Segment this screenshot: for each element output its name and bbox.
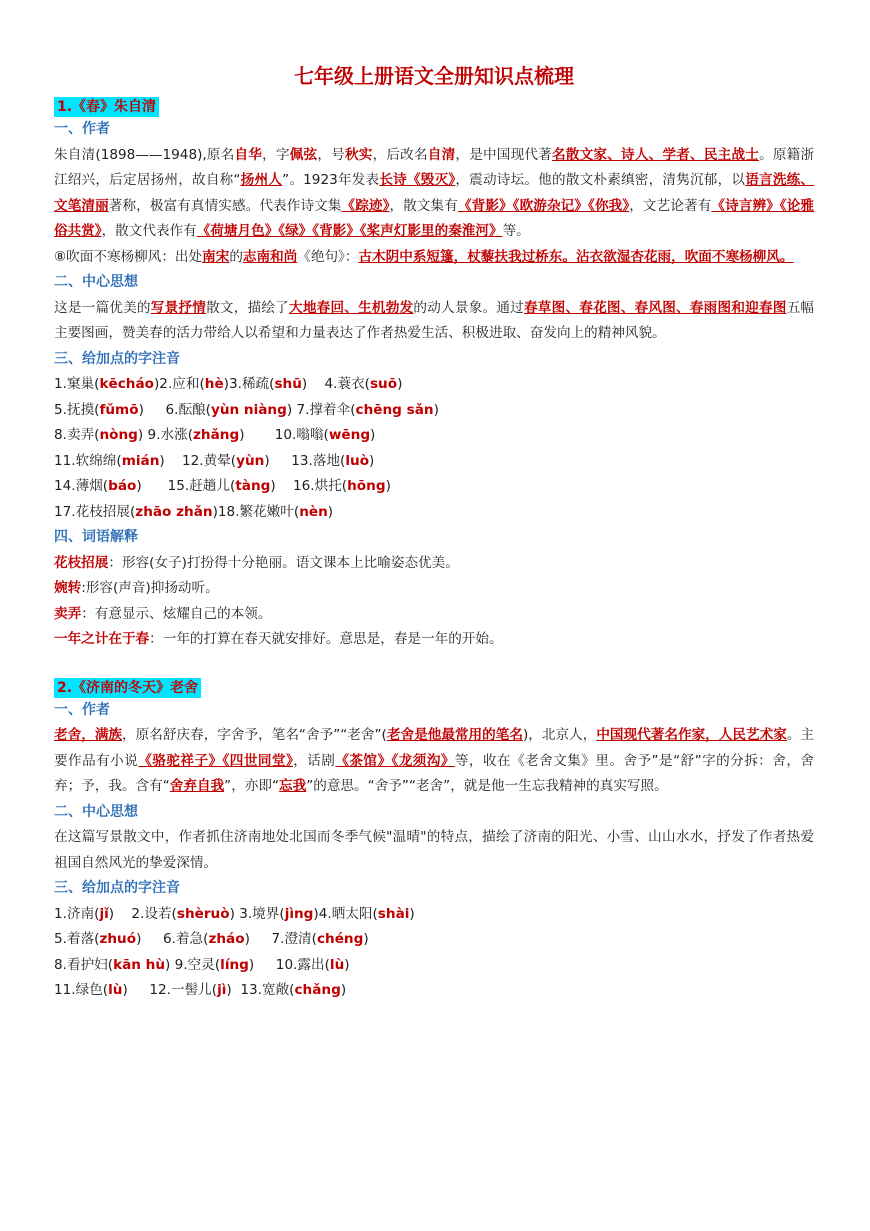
pinyin-word: 9.水涨(	[143, 427, 194, 443]
pinyin-line: 11.绿色(lù) 12.一髻儿(jì) 13.宽敞(chǎng)	[54, 982, 347, 998]
pinyin-line: 1.济南(jǐ) 2.设若(shèruò) 3.境界(jìng)4.晒太阳(shài)	[54, 905, 415, 922]
pinyin-reading: zháo	[208, 931, 245, 947]
pinyin-reading: jǐ	[99, 905, 109, 922]
pinyin-word: 16.烘托(	[275, 478, 348, 494]
pinyin-word: 8.看护妇(	[54, 956, 114, 973]
pinyin-word: 6.酝酿(	[143, 401, 211, 418]
pinyin-word: 12.黄晕(	[164, 452, 237, 469]
s2-idea-paragraph: 在这篇写景散文中，作者抓住济南地处北国而冬季气候"温晴"的特点，描绘了济南的阳光、小雪、山山水水，抒发了作者热爱祖国自然风光的挚爱深情。	[54, 829, 814, 871]
pinyin-line: 5.着落(zhuó) 6.着急(zháo) 7.澄清(chéng)	[54, 931, 369, 947]
pinyin-word: 9.空灵(	[170, 956, 221, 973]
pinyin-reading: zhǎng	[193, 427, 240, 443]
pinyin-word: 8.卖弄(	[54, 427, 100, 443]
word-entry: 一年之计在于春：一年的打算在春天就安排好。意思是，春是一年的开始。	[54, 631, 503, 647]
pinyin-line: 17.花枝招展(zhāo zhǎn)18.繁花嫩叶(nèn)	[54, 503, 334, 520]
pinyin-word: 11.绿色(	[54, 982, 109, 998]
section-2-title: 2.《济南的冬天》老舍	[54, 678, 201, 698]
pinyin-word: 18.繁花嫩叶(	[217, 503, 300, 520]
pinyin-word: 17.花枝招展(	[54, 503, 136, 520]
pinyin-reading: wēng	[328, 427, 371, 443]
pinyin-word: 3.境界(	[234, 905, 285, 922]
pinyin-reading: chǎng	[294, 982, 341, 998]
pinyin-reading: luò	[345, 452, 370, 469]
word-entry: 花枝招展：形容(女子)打扮得十分艳丽。语文课本上比喻姿态优美。	[54, 554, 459, 571]
pinyin-word: 10.嗡嗡(	[244, 427, 329, 443]
pinyin-word: 14.薄烟(	[54, 478, 109, 494]
pinyin-reading: suō	[369, 376, 398, 392]
pinyin-line: 14.薄烟(báo) 15.赶趟儿(tàng) 16.烘托(hōng)	[54, 478, 391, 494]
pinyin-reading: chéng	[316, 931, 364, 947]
s1-poem-paragraph: ⑧吹面不寒杨柳风：出处南宋的志南和尚《绝句》：古木阴中系短篷，杖藜扶我过桥东。沾衣欲湿杏花雨，吹面不寒杨柳风。	[54, 248, 794, 265]
pinyin-word: 1.窠巢(	[54, 376, 100, 392]
pinyin-word: 5.抚摸(	[54, 401, 100, 418]
pinyin-word: 6.着急(	[141, 931, 209, 947]
pinyin-reading: nòng	[99, 427, 138, 443]
pinyin-word: 4.蓑衣(	[307, 376, 370, 392]
pinyin-reading: mián	[121, 452, 160, 469]
s2-pinyin-list	[54, 902, 814, 1004]
document-page	[54, 62, 814, 1004]
pinyin-word: 13.落地(	[269, 452, 346, 469]
pinyin-line: 8.卖弄(nòng) 9.水涨(zhǎng) 10.嗡嗡(wēng)	[54, 427, 376, 443]
pinyin-reading: lù	[108, 982, 123, 998]
pinyin-word: 7.撑着伞(	[292, 401, 356, 418]
pinyin-word: 12.一髻儿(	[127, 982, 218, 998]
pinyin-reading: kēcháo	[99, 376, 154, 392]
pinyin-word: 15.赶趟儿(	[141, 478, 236, 494]
pinyin-reading: fǔmō	[99, 401, 139, 418]
s2-author-paragraph: 老舍，满族，原名舒庆春，字舍予，笔名“舍予”“老舍”(老舍是他最常用的笔名)，北京人，中国现代著名作家，人民艺术家。主要作品有小说《骆驼祥子》《四世同堂》，话剧《茶馆》《龙须沟》等，收在《老舍文集》里。舍予”是“舒”字的分拆：舍，舍弃；予，我。含有“舍弃自我”，亦即“忘我”的意思。“舍予”“老舍”，就是他一生忘我精神的真实写照。	[54, 727, 815, 794]
pinyin-reading: shài	[377, 905, 410, 922]
section-2	[54, 677, 814, 1004]
pinyin-reading: líng	[220, 956, 249, 973]
word-entry: 婉转:形容(声音)抑扬动听。	[54, 580, 219, 596]
s2-idea-heading: 二、中心思想	[54, 803, 138, 820]
pinyin-word: 5.着落(	[54, 931, 100, 947]
pinyin-reading: nèn	[299, 503, 328, 520]
pinyin-word: 11.软绵绵(	[54, 452, 122, 469]
pinyin-reading: yùn	[236, 452, 265, 469]
pinyin-reading: zhuó	[99, 931, 137, 947]
s1-words-list	[54, 551, 814, 653]
s1-words-heading: 四、词语解释	[54, 529, 138, 545]
section-1	[54, 96, 814, 653]
pinyin-word: 2.应和(	[159, 376, 205, 392]
pinyin-line: 5.抚摸(fǔmō) 6.酝酿(yùn niàng) 7.撑着伞(chēng sǎn)	[54, 401, 439, 418]
pinyin-reading: lù	[329, 956, 345, 973]
s2-pinyin-heading: 三、给加点的字注音	[54, 880, 180, 896]
document-title: 七年级上册语文全册知识点梳理	[294, 64, 574, 88]
pinyin-word: 4.晒太阳(	[318, 905, 378, 922]
pinyin-reading: chēng sǎn	[355, 401, 434, 418]
pinyin-word: 10.露出(	[254, 956, 330, 973]
s1-pinyin-heading: 三、给加点的字注音	[54, 350, 180, 367]
s1-idea-heading: 二、中心思想	[54, 274, 138, 290]
s1-pinyin-list	[54, 372, 814, 525]
pinyin-reading: jì	[217, 982, 227, 998]
pinyin-line: 1.窠巢(kēcháo)2.应和(hè)3.稀疏(shū) 4.蓑衣(suō)	[54, 376, 403, 392]
pinyin-word: 2.设若(	[114, 905, 177, 922]
pinyin-reading: báo	[108, 478, 137, 494]
pinyin-word: 3.稀疏(	[228, 376, 275, 392]
pinyin-reading: tàng	[235, 478, 271, 494]
pinyin-line: 8.看护妇(kān hù) 9.空灵(líng) 10.露出(lù)	[54, 956, 350, 973]
pinyin-word: 1.济南(	[54, 905, 100, 922]
s1-author-heading: 一、作者	[54, 121, 110, 137]
pinyin-reading: kān hù	[113, 956, 166, 973]
pinyin-reading: hè	[204, 376, 224, 392]
s1-author-paragraph: 朱自清(1898——1948),原名自华，字佩弦，号秋实，后改名自清，是中国现代著名散文家、诗人、学者、民主战士。原籍浙江绍兴，后定居扬州，故自称“扬州人”。1923年发表长诗《毁灭》，震动诗坛。他的散文朴素缜密，清隽沉郁，以语言洗练、文笔清丽著称，极富有真情实感。代表作诗文集《踪迹》，散文集有《背影》《欧游杂记》《你我》，文艺论著有《诗言辨》《论雅俗共赏》，散文代表作有《荷塘月色》《绿》《背影》《桨声灯影里的秦淮河》等。	[54, 146, 815, 239]
pinyin-word: 7.澄清(	[249, 931, 317, 947]
pinyin-reading: shū	[274, 376, 302, 392]
pinyin-word: 13.宽敞(	[231, 982, 295, 998]
s1-idea-paragraph: 这是一篇优美的写景抒情散文，描绘了大地春回、生机勃发的动人景象。通过春草图、春花图、春风图、春雨图和迎春图五幅主要图画，赞美春的活力带给人以希望和力量表达了作者热爱生活、积极进取、奋发向上的精神风貌。	[54, 299, 815, 341]
pinyin-line: 11.软绵绵(mián) 12.黄晕(yùn) 13.落地(luò)	[54, 452, 375, 469]
s2-author-heading: 一、作者	[54, 701, 110, 718]
section-1-title: 1.《春》朱自清	[54, 97, 159, 117]
pinyin-reading: jìng	[284, 905, 314, 922]
pinyin-reading: zhāo zhǎn	[135, 503, 213, 520]
pinyin-reading: shèruò	[176, 905, 230, 922]
word-entry: 卖弄：有意显示、炫耀自己的本领。	[54, 605, 272, 622]
pinyin-reading: hōng	[347, 478, 386, 494]
pinyin-reading: yùn niàng	[210, 401, 287, 418]
